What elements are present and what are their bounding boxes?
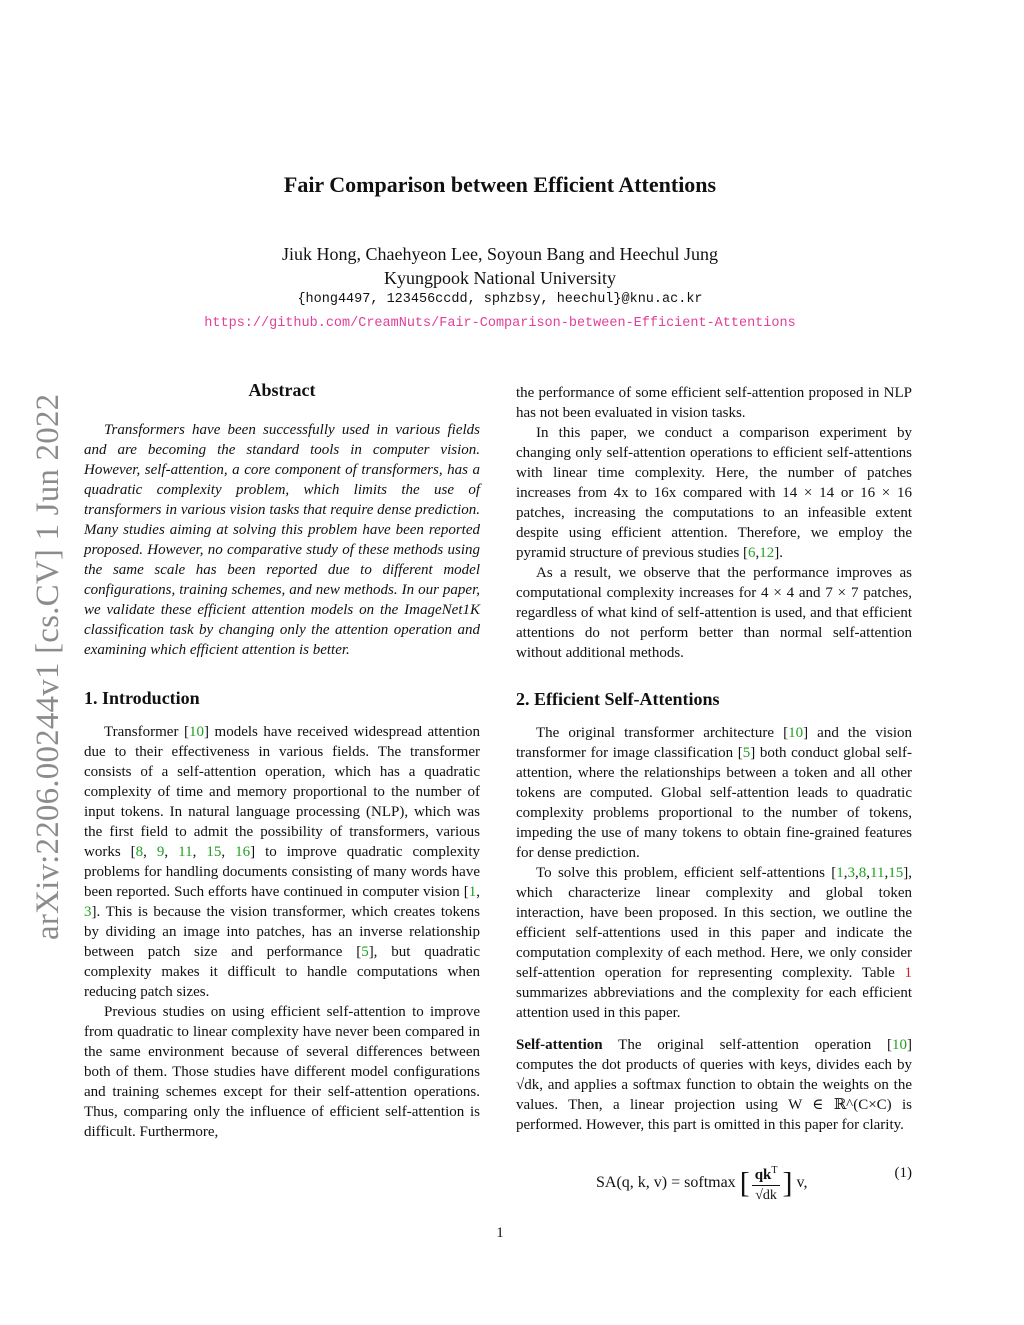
- citation-link[interactable]: 10: [189, 724, 204, 740]
- paper-title: Fair Comparison between Efficient Attentions: [283, 172, 717, 197]
- citation-link[interactable]: 15: [888, 865, 904, 881]
- paragraph-comparison: In this paper, we conduct a comparison experiment by changing only self-attention operations to efficient self-attentions with linear time complexity. Here, the number of patches increases from 4x to 16x compared with 14 × 14 or 16 × 16 patches, increasing the computations to an infeasible extent despite using efficient attention. Therefore, we employ the pyramid structure of previous studies [6,12].: [516, 425, 912, 561]
- citation-link[interactable]: 8: [135, 844, 144, 860]
- citation-link[interactable]: 3: [847, 865, 856, 881]
- equation-1: [516, 1153, 912, 1203]
- abstract-text: Transformers have been successfully used in various fields and are becoming the standard tools in computer vision. However, self-attention, a core component of transformers, has a quadratic complexity problem, which limits the use of transformers in various vision tasks that require dense prediction. Many studies aiming at solving this problem have been reported proposed. However, no comparative study of these methods using the same scale has been reported due to different model configurations, training schemes, and new methods. In our paper, we validate these efficient attention models on the ImageNet1K classification task by changing only the attention operation and examining which efficient attention is better.: [84, 422, 480, 658]
- citation-link[interactable]: 1: [468, 884, 477, 900]
- equation-number: (1): [894, 1165, 912, 1181]
- citation-link[interactable]: 10: [788, 725, 804, 741]
- citation-link[interactable]: 11: [178, 844, 193, 860]
- paragraph-solve-problem: To solve this problem, efficient self-attentions [1,3,8,11,15], which characterize linear complexity and global token interaction, have been proposed. In this section, we outline the efficient self-attentions used in this paper and indicate the computation complexity of each method. Here, we only consider self-attention operation for representing complexity. Table 1 summarizes abbreviations and the complexity for each efficient attention used in this paper.: [516, 865, 912, 1021]
- arxiv-identifier: arXiv:2206.00244v1 [cs.CV] 1 Jun 2022: [30, 393, 66, 940]
- citation-link[interactable]: 5: [742, 745, 751, 761]
- citation-link[interactable]: 5: [361, 944, 369, 960]
- affiliation: Kyungpook National University: [384, 268, 616, 288]
- citation-link[interactable]: 16: [235, 844, 251, 860]
- section-heading-introduction: 1. Introduction: [84, 688, 200, 708]
- author-emails: {hong4497, 123456ccdd, sphzbsy, heechul}@knu.ac.kr: [297, 292, 703, 307]
- paragraph-continued: the performance of some efficient self-attention proposed in NLP has not been evaluated in vision tasks.: [516, 385, 912, 421]
- author-list: Jiuk Hong, Chaehyeon Lee, Soyoun Bang and Heechul Jung: [282, 244, 718, 264]
- paragraph-results: As a result, we observe that the performance improves as computational complexity increases for 4 × 4 and 7 × 7 patches, regardless of what kind of self-attention is used, and that efficient attentions do not perform better than normal self-attention without additional methods.: [516, 565, 912, 661]
- right-column: [516, 383, 912, 1203]
- equation-body: SA(q, k, v) = softmax [ $\frac{qk^T}{√dk}$ ] v,: [596, 1161, 807, 1206]
- citation-link[interactable]: 9: [156, 844, 165, 860]
- section-heading-efficient-self-attentions: 2. Efficient Self-Attentions: [516, 689, 720, 709]
- citation-link[interactable]: 3: [84, 904, 92, 920]
- intro-paragraph-2: Previous studies on using efficient self-attention to improve from quadratic to linear complexity have never been compared in the same environment because of several differences between both of them. Those studies have different model configurations and training schemes except for their self-attention operations. Thus, comparing only the influence of efficient self-attention is difficult. Furthermore,: [84, 1004, 480, 1140]
- citation-link[interactable]: 12: [759, 545, 775, 561]
- paragraph-original-transformer: The original transformer architecture [10] and the vision transformer for image classification [5] both conduct global self-attention, where the relationships between a token and all other tokens are computed. Global self-attention leads to quadratic complexity problems proportional to the number of tokens, impeding the use of many tokens to obtain fine-grained features for dense prediction.: [516, 725, 912, 861]
- citation-link[interactable]: 15: [206, 844, 222, 860]
- run-in-heading-self-attention: Self-attention: [516, 1037, 603, 1053]
- page-number: 1: [496, 1225, 504, 1241]
- table-reference-link[interactable]: 1: [904, 965, 912, 981]
- citation-link[interactable]: 10: [892, 1037, 907, 1053]
- intro-paragraph-1: Transformer [10] models have received widespread attention due to their effectiveness in various fields. The transformer consists of a self-attention operation, which has a quadratic complexity of time and memory proportional to the number of input tokens. In natural language processing (NLP), which was the first field to admit the possibility of transformers, various works [8, 9, 11, 15, 16] to improve quadratic complexity problems for handling documents consisting of many words have been reported. Such efforts have continued in computer vision [1, 3]. This is because the vision transformer, which creates tokens by dividing an image into patches, has an inverse relationship between patch size and performance [5], but quadratic complexity makes it difficult to handle computations when reducing patch sizes.: [84, 724, 481, 1000]
- equation-fraction: $\frac{qk^T}{√dk}$: [752, 1161, 781, 1206]
- abstract-heading: Abstract: [248, 380, 316, 400]
- author-block: [0, 242, 1000, 290]
- citation-link[interactable]: 1: [836, 865, 844, 881]
- citation-link[interactable]: 11: [870, 865, 885, 881]
- repository-link[interactable]: https://github.com/CreamNuts/Fair-Comparison-between-Efficient-Attentions: [204, 316, 796, 331]
- left-column: [84, 380, 480, 1142]
- citation-link[interactable]: 8: [858, 865, 867, 881]
- citation-link[interactable]: 6: [748, 545, 756, 561]
- paragraph-self-attention: Self-attention The original self-attention operation [10] computes the dot products of queries with keys, divides each by √dk, and applies a softmax function to obtain the weights on the values. Then, a linear projection using W ∈ ℝ^(C×C) is performed. However, this part is omitted in this paper for clarity.: [516, 1037, 912, 1133]
